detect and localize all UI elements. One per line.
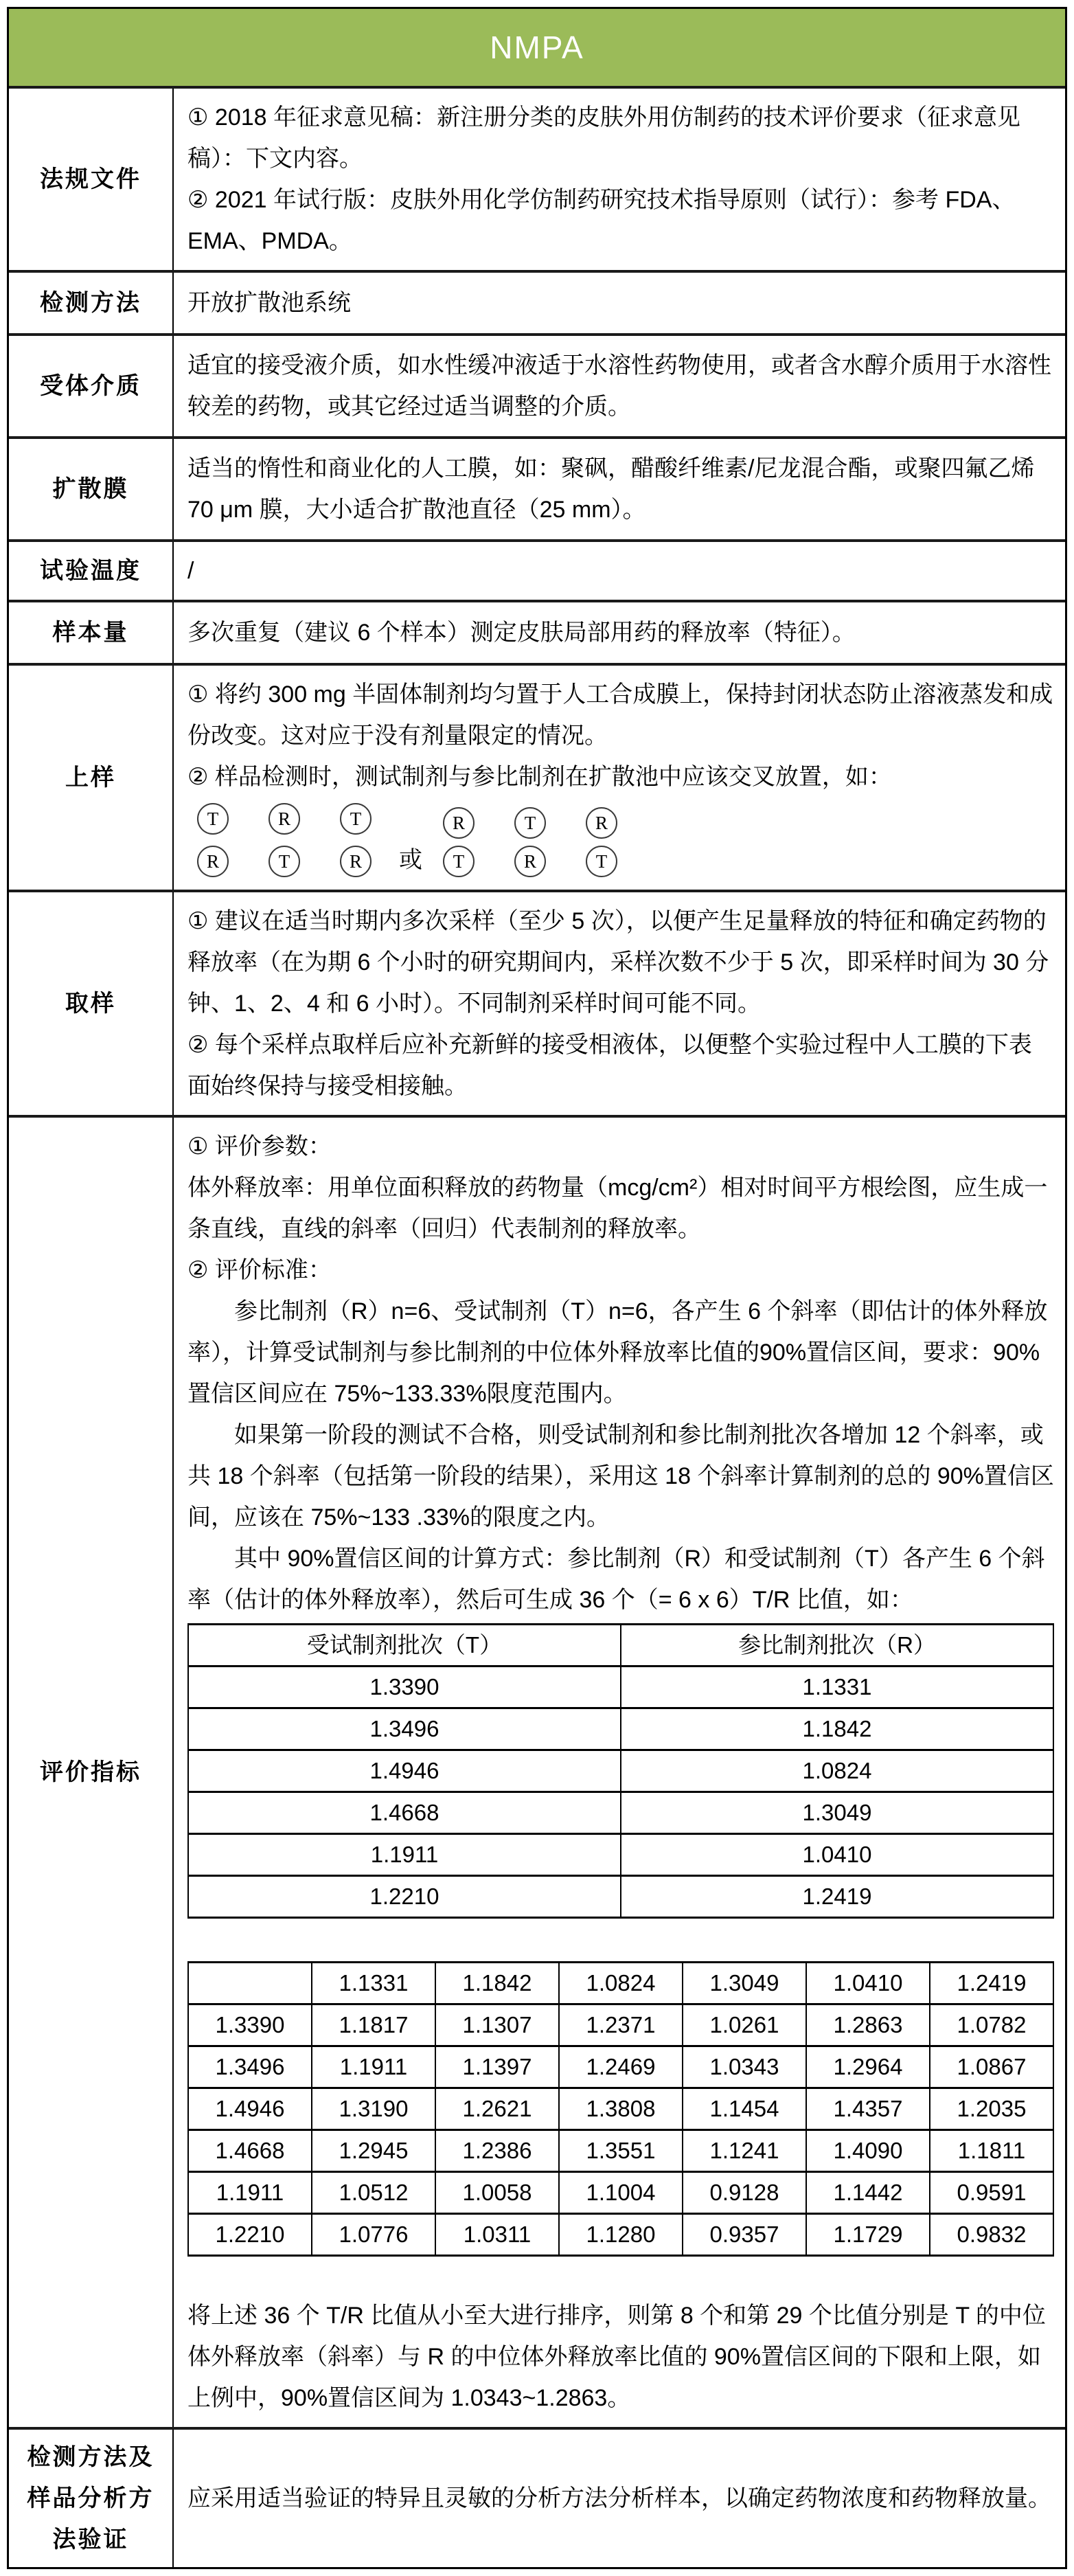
row-content-sample-loading <box>174 666 1065 890</box>
table-cell: 1.1842 <box>621 1708 1053 1750</box>
table-cell: 1.4357 <box>806 2088 930 2130</box>
table-row <box>188 1876 1053 1918</box>
table-cell: 1.0782 <box>930 2004 1053 2046</box>
paragraph: ② 2021 年试行版：皮肤外用化学仿制药研究技术指导原则（试行）：参考 FDA、EMA、PMDA。 <box>187 187 1016 254</box>
table-cell: 1.0410 <box>621 1834 1053 1876</box>
table-cell: 1.3049 <box>621 1792 1053 1834</box>
placement-circle-t: T <box>340 803 372 835</box>
placement-circle-t: T <box>268 846 300 877</box>
table-row-detection-method <box>9 270 1065 333</box>
paragraph: 应采用适当验证的特异且灵敏的分析方法分析样本，以确定药物浓度和药物释放量。 <box>187 2485 1051 2511</box>
paragraph: ① 建议在适当时期内多次采样（至少 5 次），以便产生足量释放的特征和确定药物的释放率（在为期 6 个小时的研究期间内，采样次数不少于 5 次，即采样时间为 30 分钟、1、2、4 和 6 小时）。不同制剂采样时间可能不同。 <box>187 908 1049 1017</box>
table-cell: 1.1241 <box>683 2130 806 2172</box>
table-cell: 1.1280 <box>559 2214 683 2256</box>
paragraph: ① 将约 300 mg 半固体制剂均匀置于人工合成膜上，保持封闭状态防止溶液蒸发和成份改变。这对应于没有剂量限定的情况。 <box>187 681 1053 749</box>
table-cell: 1.0058 <box>435 2172 559 2214</box>
placement-circle-t: T <box>443 846 475 877</box>
placement-circle-t: T <box>586 846 617 877</box>
table-cell: 1.4090 <box>806 2130 930 2172</box>
table-cell: 1.1911 <box>188 2172 312 2214</box>
paragraph: 其中 90%置信区间的计算方式：参比制剂（R）和受试制剂（T）各产生 6 个斜率（估计的体外释放率），然后可生成 36 个（= 6 x 6）T/R 比值，如： <box>187 1546 1045 1613</box>
row-label-method-validation: 检测方法及样品分析方法验证 <box>9 2430 174 2567</box>
table-cell: 1.0261 <box>683 2004 806 2046</box>
table-row-receptor-medium <box>9 333 1065 436</box>
table-row <box>188 1667 1053 1708</box>
table-header-cell: 1.3049 <box>683 1963 806 2004</box>
row-content-regulatory-files <box>174 89 1065 270</box>
table-cell: 1.0824 <box>621 1750 1053 1792</box>
table-header-cell: 1.1842 <box>435 1963 559 2004</box>
table-cell: 1.2210 <box>188 2214 312 2256</box>
table-cell: 1.2964 <box>806 2046 930 2088</box>
placement-circle-r: R <box>197 846 229 877</box>
table-cell: 1.4668 <box>188 2130 312 2172</box>
paragraph: 如果第一阶段的测试不合格，则受试制剂和参比制剂批次各增加 12 个斜率，或共 18 个斜率（包括第一阶段的结果），采用这 18 个斜率计算制剂的总的 90%置信区间，应该在 75%~133 .33%的限度之内。 <box>187 1422 1054 1530</box>
placement-circle-r: R <box>340 846 372 877</box>
table-header-cell: 1.2419 <box>930 1963 1053 2004</box>
row-content-detection-method <box>174 273 1065 333</box>
table-cell: 1.0776 <box>312 2214 435 2256</box>
placement-circle-r: R <box>268 803 300 835</box>
table-row-sampling <box>9 890 1065 1115</box>
paragraph: 参比制剂（R）n=6、受试制剂（T）n=6，各产生 6 个斜率（即估计的体外释放率），计算受试制剂与参比制剂的中位体外释放率比值的90%置信区间，要求：90%置信区间应在 75%~133.33%限度范围内。 <box>187 1298 1048 1407</box>
table-cell: 1.1307 <box>435 2004 559 2046</box>
placement-circle-t: T <box>197 803 229 835</box>
table-cell: 1.1454 <box>683 2088 806 2130</box>
table-cell: 1.2469 <box>559 2046 683 2088</box>
table-header-cell: 受试制剂批次（T） <box>188 1625 621 1667</box>
table-header-cell: 1.0410 <box>806 1963 930 2004</box>
table-cell: 1.3496 <box>188 2046 312 2088</box>
title-bar <box>9 9 1065 89</box>
table-cell: 0.9591 <box>930 2172 1053 2214</box>
row-content-diffusion-membrane <box>174 439 1065 539</box>
placement-circle-r: R <box>586 807 617 839</box>
table-row-evaluation-criteria <box>9 1115 1065 2427</box>
table-row <box>188 2046 1053 2088</box>
table-cell: 1.2945 <box>312 2130 435 2172</box>
row-content-test-temperature <box>174 542 1065 600</box>
table-cell: 1.1729 <box>806 2214 930 2256</box>
paragraph: 适宜的接受液介质，如水性缓冲液适于水溶性药物使用，或者含水醇介质用于水溶性较差的药物，或其它经过适当调整的介质。 <box>187 352 1051 420</box>
table-cell: 1.3551 <box>559 2130 683 2172</box>
paragraph: ② 评价标准： <box>187 1257 332 1283</box>
table-cell: 1.2621 <box>435 2088 559 2130</box>
table-cell: 1.2386 <box>435 2130 559 2172</box>
paragraph: 体外释放率：用单位面积释放的药物量（mcg/cm²）相对时间平方根绘图，应生成一条直线，直线的斜率（回归）代表制剂的释放率。 <box>187 1175 1048 1242</box>
row-label-receptor-medium: 受体介质 <box>9 336 174 436</box>
table-cell: 0.9357 <box>683 2214 806 2256</box>
table-cell: 1.1004 <box>559 2172 683 2214</box>
table-row <box>188 1708 1053 1750</box>
table-row <box>188 2004 1053 2046</box>
table-cell: 1.2371 <box>559 2004 683 2046</box>
paragraph: 将上述 36 个 T/R 比值从小至大进行排序，则第 8 个和第 29 个比值分别是 T 的中位体外释放率（斜率）与 R 的中位体外释放率比值的 90%置信区间的下限和上限，如上例中，90%置信区间为 1.0343~1.2863。 <box>187 2303 1046 2411</box>
table-row <box>188 1792 1053 1834</box>
table-cell: 1.3496 <box>188 1708 621 1750</box>
row-label-sample-loading: 上样 <box>9 666 174 890</box>
row-label-evaluation-criteria: 评价指标 <box>9 1118 174 2427</box>
table-row <box>188 2214 1053 2256</box>
table-cell: 1.1442 <box>806 2172 930 2214</box>
placement-group-1 <box>197 803 373 877</box>
data-table <box>187 1623 1054 1919</box>
row-label-sample-size: 样本量 <box>9 602 174 663</box>
paragraph: ① 2018 年征求意见稿：新注册分类的皮肤外用仿制药的技术评价要求（征求意见稿）：下文内容。 <box>187 104 1021 172</box>
paragraph: ② 每个采样点取样后应补充新鲜的接受相液体，以便整个实验过程中人工膜的下表面始终保持与接受相接触。 <box>187 1032 1032 1099</box>
table-row-method-validation <box>9 2427 1065 2567</box>
table-cell: 1.1817 <box>312 2004 435 2046</box>
table-cell: 1.3390 <box>188 2004 312 2046</box>
data-table <box>187 1961 1054 2257</box>
slopes-table <box>187 1623 1054 1919</box>
table-header-cell: 参比制剂批次（R） <box>621 1625 1053 1667</box>
table-row <box>188 2088 1053 2130</box>
tr-ratio-matrix-table <box>187 1961 1054 2257</box>
paragraph: / <box>187 558 194 584</box>
table-cell: 1.2210 <box>188 1876 621 1918</box>
table-cell: 1.0311 <box>435 2214 559 2256</box>
page-title: NMPA <box>490 30 584 65</box>
table-cell: 0.9128 <box>683 2172 806 2214</box>
table-cell: 1.3190 <box>312 2088 435 2130</box>
table-header-cell: 1.1331 <box>312 1963 435 2004</box>
table-cell: 1.0867 <box>930 2046 1053 2088</box>
regulatory-document-table <box>7 7 1067 2569</box>
row-label-regulatory-files: 法规文件 <box>9 89 174 270</box>
table-cell: 1.2419 <box>621 1876 1053 1918</box>
table-row-regulatory-files <box>9 89 1065 270</box>
table-cell: 1.4946 <box>188 1750 621 1792</box>
row-label-sampling: 取样 <box>9 892 174 1115</box>
evaluation-closing-wrap <box>187 2295 1054 2419</box>
table-header-row <box>188 1625 1053 1667</box>
paragraph: 开放扩散池系统 <box>187 290 351 316</box>
table-cell: 1.4668 <box>188 1792 621 1834</box>
placement-circle-t: T <box>514 807 546 839</box>
placement-circle-r: R <box>443 807 475 839</box>
table-cell: 1.3390 <box>188 1667 621 1708</box>
row-content-sampling <box>174 892 1065 1115</box>
table-row-sample-loading <box>9 663 1065 890</box>
table-cell: 1.2863 <box>806 2004 930 2046</box>
placement-group-2 <box>443 807 619 877</box>
table-cell: 1.1811 <box>930 2130 1053 2172</box>
loading-paragraphs <box>187 674 1054 798</box>
paragraph: 适当的惰性和商业化的人工膜，如：聚砜，醋酸纤维素/尼龙混合酯，或聚四氟乙烯 70 μm 膜，大小适合扩散池直径（25 mm）。 <box>187 455 1035 523</box>
table-row-diffusion-membrane <box>9 436 1065 539</box>
table-row <box>188 2130 1053 2172</box>
table-cell: 0.9832 <box>930 2214 1053 2256</box>
table-cell: 1.4946 <box>188 2088 312 2130</box>
evaluation-intro-paragraphs <box>187 1126 1054 1620</box>
table-cell: 1.1911 <box>312 2046 435 2088</box>
table-row <box>188 1834 1053 1876</box>
table-header-cell <box>188 1963 312 2004</box>
table-row-test-temperature <box>9 539 1065 600</box>
row-content-receptor-medium <box>174 336 1065 436</box>
table-cell: 1.1331 <box>621 1667 1053 1708</box>
row-label-diffusion-membrane: 扩散膜 <box>9 439 174 539</box>
row-label-test-temperature: 试验温度 <box>9 542 174 600</box>
table-cell: 1.0512 <box>312 2172 435 2214</box>
row-content-method-validation <box>174 2430 1065 2567</box>
row-content-sample-size <box>174 602 1065 663</box>
paragraph: 多次重复（建议 6 个样本）测定皮肤局部用药的释放率（特征）。 <box>187 620 856 646</box>
table-header-row <box>188 1963 1053 2004</box>
placement-circle-r: R <box>514 846 546 877</box>
table-cell: 1.1397 <box>435 2046 559 2088</box>
table-row <box>188 2172 1053 2214</box>
table-cell: 1.2035 <box>930 2088 1053 2130</box>
placement-diagram <box>197 803 1054 877</box>
table-row-sample-size <box>9 600 1065 663</box>
table-cell: 1.3808 <box>559 2088 683 2130</box>
row-content-evaluation-criteria <box>174 1118 1065 2427</box>
table-cell: 1.1911 <box>188 1834 621 1876</box>
paragraph: ② 样品检测时，测试制剂与参比制剂在扩散池中应该交叉放置，如： <box>187 764 892 790</box>
or-separator: 或 <box>399 847 422 873</box>
paragraph: ① 评价参数： <box>187 1133 332 1160</box>
row-label-detection-method: 检测方法 <box>9 273 174 333</box>
table-row <box>188 1750 1053 1792</box>
table-cell: 1.0343 <box>683 2046 806 2088</box>
table-header-cell: 1.0824 <box>559 1963 683 2004</box>
